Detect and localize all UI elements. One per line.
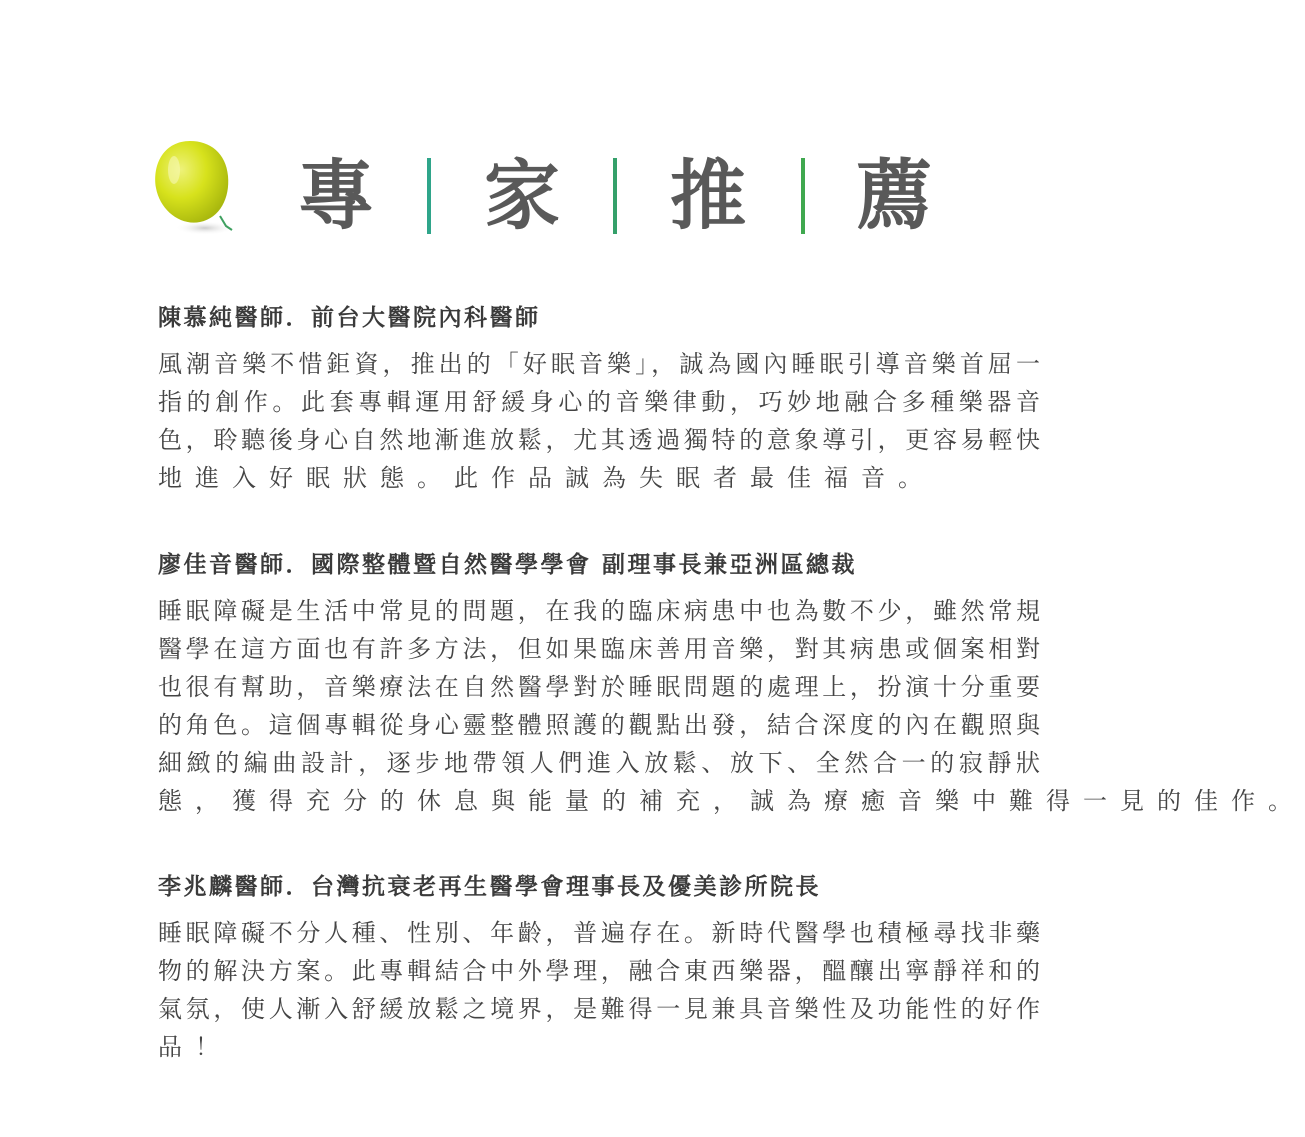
title-separator [613,158,617,234]
text-line: 品！ [158,1033,232,1061]
recommendation-2 [158,550,1305,820]
text-line: 色，聆聽後身心自然地漸進放鬆，尤其透過獨特的意象導引，更容易輕快 [158,426,1040,454]
recommender-heading: 陳慕純醫師．前台大醫院內科醫師 [158,305,541,331]
text-line: 的角色。這個專輯從身心靈整體照護的觀點出發，結合深度的內在觀照與 [158,711,1040,739]
recommender-heading: 廖佳音醫師．國際整體暨自然醫學學會 副理事長兼亞洲區總裁 [158,552,858,578]
text-line: 細緻的編曲設計，逐步地帶領人們進入放鬆、放下、全然合一的寂靜狀 [158,749,1040,777]
title-separator [427,158,431,234]
text-line: 也很有幫助，音樂療法在自然醫學對於睡眠問題的處理上，扮演十分重要 [158,673,1040,701]
title-char: 家 [484,151,560,240]
recommendation-text [158,345,1040,497]
text-line: 風潮音樂不惜鉅資，推出的「好眠音樂」，誠為國內睡眠引導音樂首屈一 [158,350,1040,378]
recommendation-1 [158,303,1040,497]
title-char: 推 [670,151,746,240]
title-char: 專 [298,151,374,240]
text-line: 氣氛，使人漸入舒緩放鬆之境界，是難得一見兼具音樂性及功能性的好作 [158,995,1040,1023]
recommendation-3 [158,872,1040,1066]
title-separator [801,158,805,234]
text-line: 睡眠障礙是生活中常見的問題，在我的臨床病患中也為數不少，雖然常規 [158,597,1040,625]
recommendation-text [158,592,1305,820]
page-title [0,148,1200,243]
recommendation-text [158,914,1040,1066]
text-line: 地進入好眠狀態。此作品誠為失眠者最佳福音。 [158,464,935,492]
title-char: 薦 [856,151,932,240]
text-line: 態，獲得充分的休息與能量的補充，誠為療癒音樂中難得一見的佳作。 [158,787,1305,815]
text-line: 睡眠障礙不分人種、性別、年齡，普遍存在。新時代醫學也積極尋找非藥 [158,919,1040,947]
text-line: 醫學在這方面也有許多方法，但如果臨床善用音樂，對其病患或個案相對 [158,635,1040,663]
text-line: 物的解決方案。此專輯結合中外學理，融合東西樂器，醞釀出寧靜祥和的 [158,957,1040,985]
text-line: 指的創作。此套專輯運用舒緩身心的音樂律動，巧妙地融合多種樂器音 [158,388,1040,416]
recommender-heading: 李兆麟醫師．台灣抗衰老再生醫學會理事長及優美診所院長 [158,874,821,900]
